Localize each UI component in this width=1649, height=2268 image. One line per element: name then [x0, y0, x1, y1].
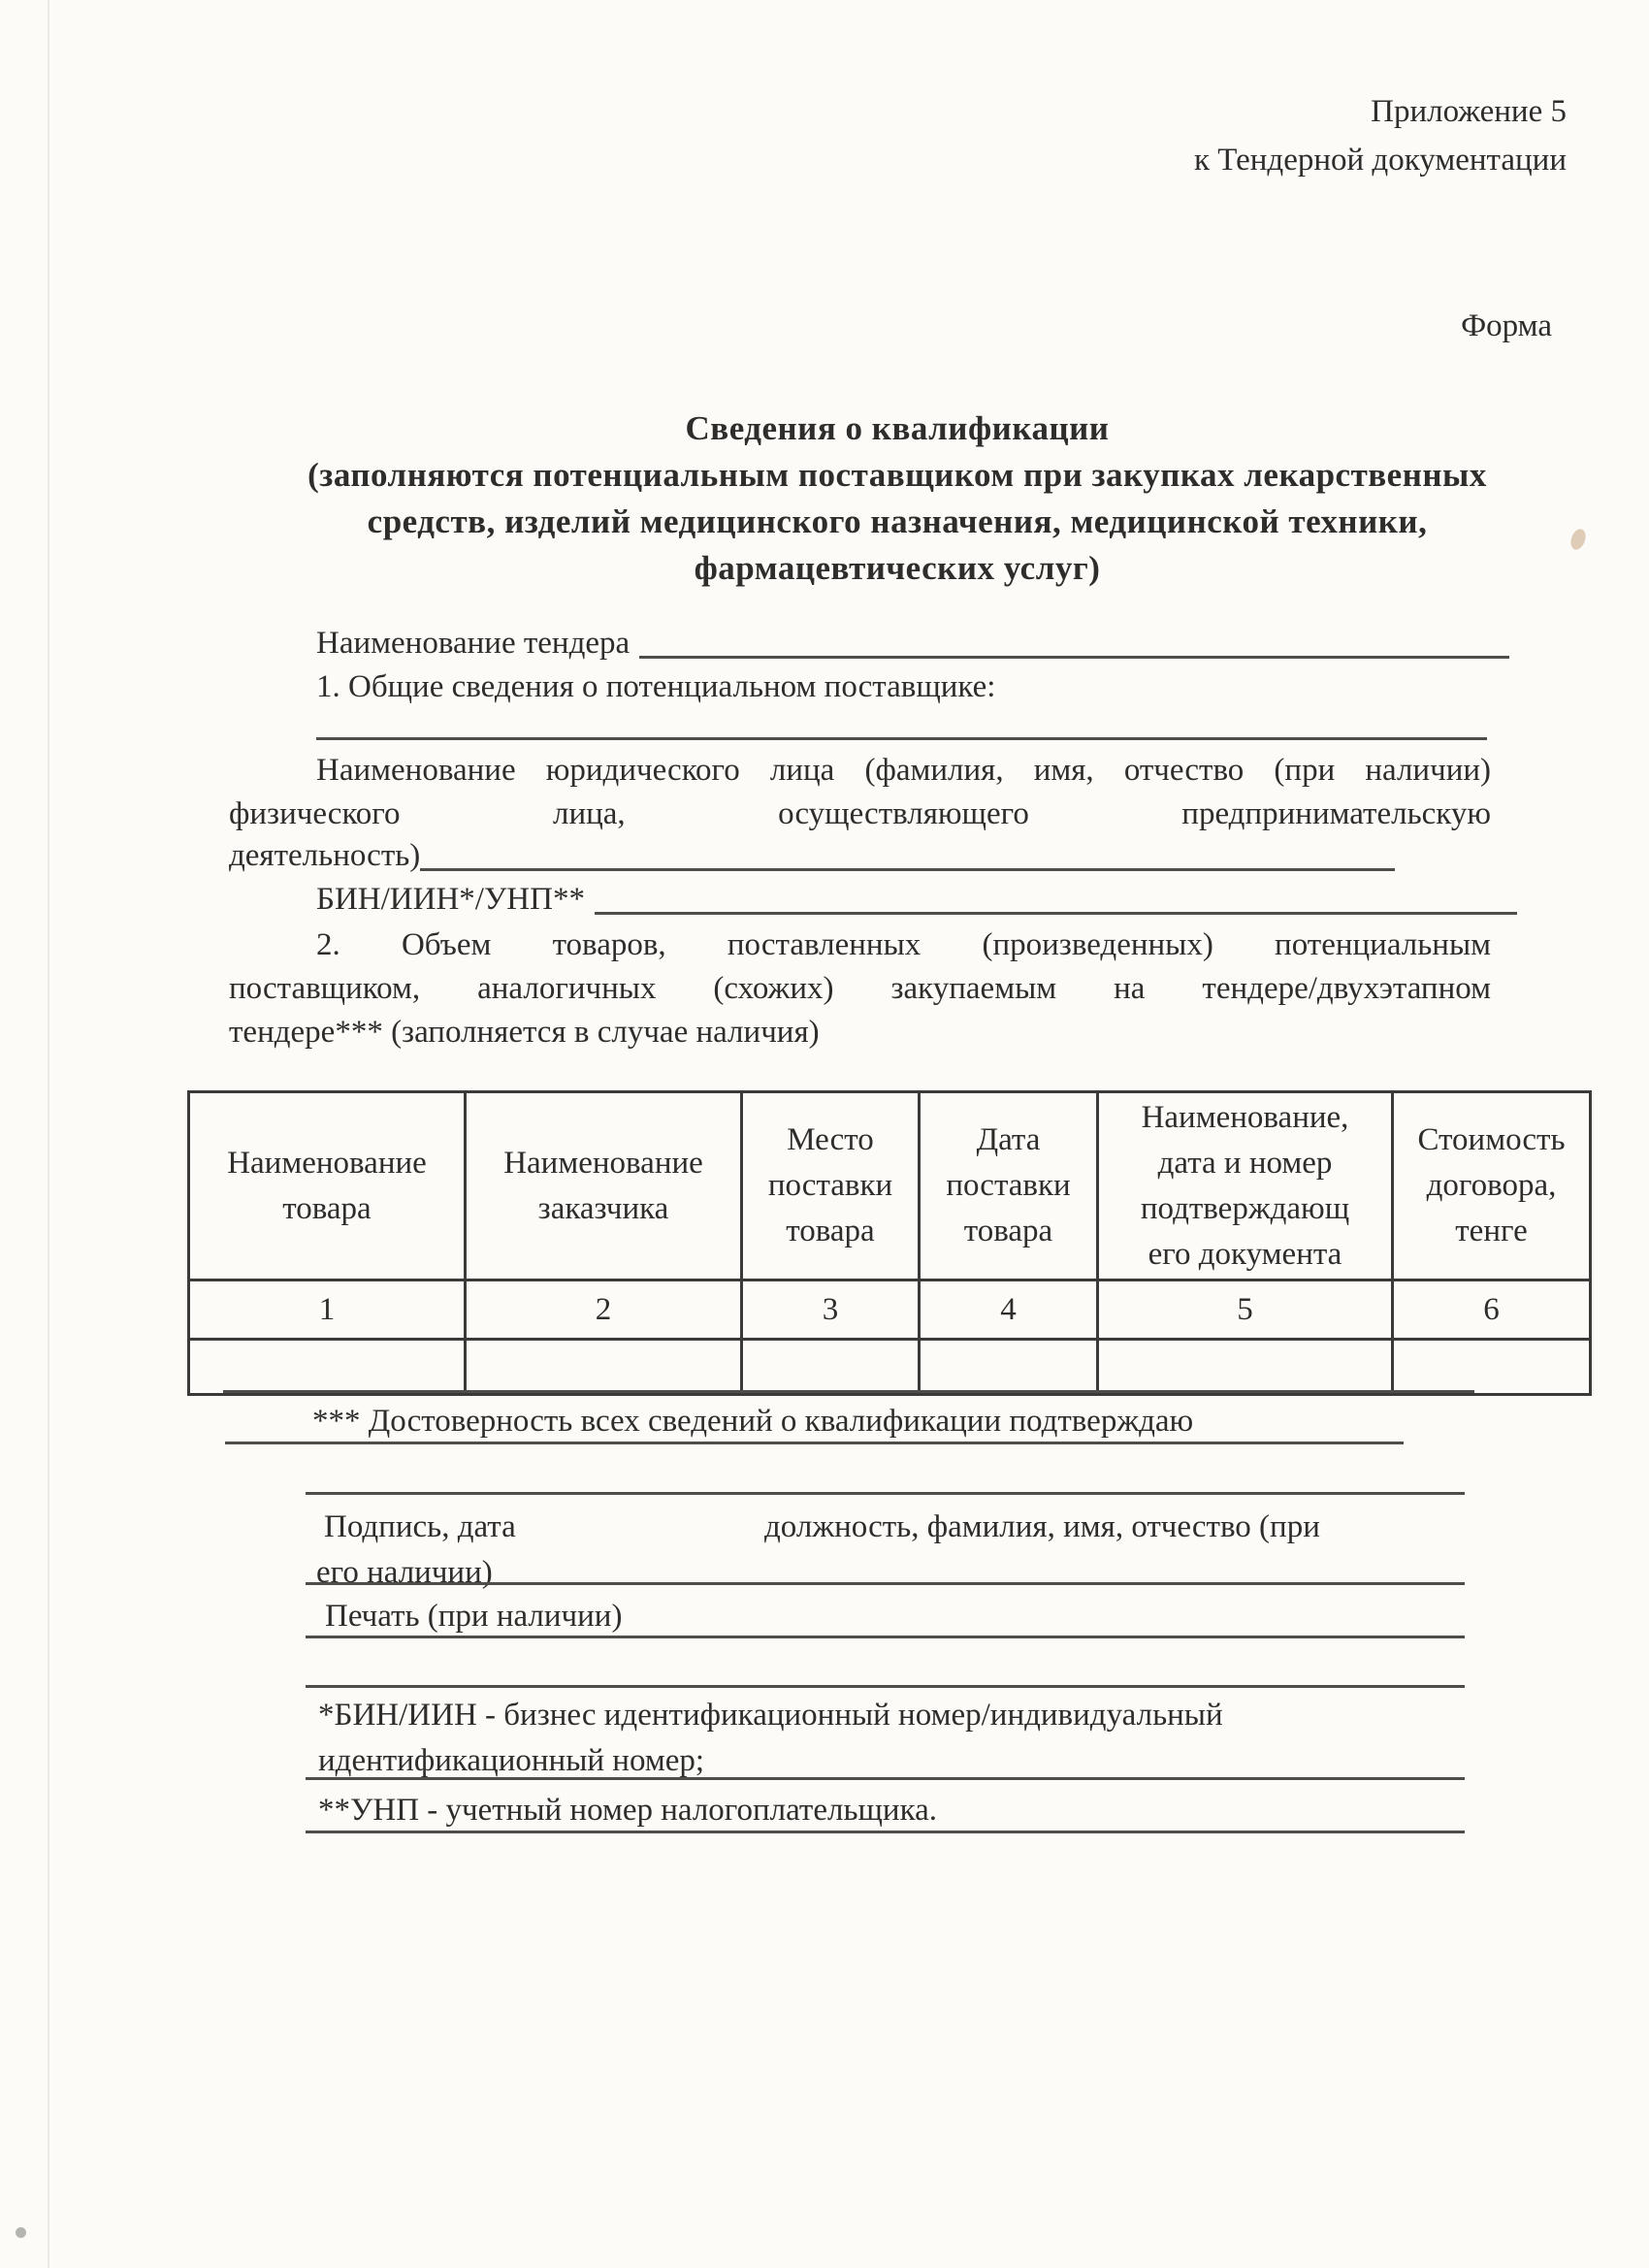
position-name-label: должность, фамилия, имя, отчество (при: [764, 1509, 1320, 1544]
footnote-bin-line-1: *БИН/ИИН - бизнес идентификационный номер/индивидуальный: [318, 1698, 1223, 1733]
supplier-top-rule: [316, 737, 1487, 740]
position-name-label-continuation: его наличии): [316, 1555, 493, 1590]
below-table-rule: [223, 1390, 1474, 1393]
seal-rule: [306, 1636, 1465, 1638]
table-col-number-5: 5: [1098, 1280, 1393, 1340]
table-header-confirming-document: Наименование, дата и номер подтверждающ его документа: [1098, 1092, 1393, 1280]
footnote-unp-underline: [306, 1831, 1465, 1833]
table-empty-cell: [920, 1340, 1098, 1395]
table-header-row: [189, 1092, 1591, 1280]
confirmation-underline: [225, 1442, 1404, 1444]
table-header-customer-name: Наименование заказчика: [466, 1092, 742, 1280]
paper-dot-artifact: [16, 2227, 26, 2238]
footnote-top-rule: [306, 1685, 1465, 1688]
supplier-name-line-2: физического лица, осуществляющего предпринимательскую: [229, 796, 1491, 831]
table-col-number-4: 4: [920, 1280, 1098, 1340]
signature-row: [324, 1509, 1469, 1545]
bin-iin-unp-field: [316, 882, 1517, 918]
section-2-line-1: 2. Объем товаров, поставленных (произведенных) потенциальным: [316, 927, 1491, 962]
signature-top-rule: [306, 1492, 1465, 1495]
tender-name-blank-line: [639, 656, 1509, 659]
table-empty-cell: [189, 1340, 466, 1395]
scanner-streak-artifact: [48, 0, 49, 2268]
footnote-bin-underline: [306, 1777, 1465, 1780]
appendix-line-2: к Тендерной документации: [1193, 143, 1567, 178]
footnote-bin-line-2: идентификационный номер;: [318, 1743, 705, 1778]
activity-label: деятельность): [229, 838, 421, 873]
section-2-line-3: тендере*** (заполняется в случае наличия): [229, 1015, 820, 1050]
seal-label: Печать (при наличии): [325, 1599, 623, 1634]
table-empty-cell: [742, 1340, 920, 1395]
form-title-line-4: фармацевтических услуг): [694, 549, 1101, 587]
tender-name-label: Наименование тендера: [316, 626, 630, 661]
footnote-unp: **УНП - учетный номер налогоплательщика.: [318, 1793, 938, 1828]
table-empty-cell: [1098, 1340, 1393, 1395]
form-title-line-2: (заполняются потенциальным поставщиком при закупках лекарственных: [307, 456, 1487, 494]
appendix-line-1: Приложение 5: [1371, 94, 1567, 129]
activity-field: [229, 838, 1395, 874]
form-title: [233, 405, 1562, 592]
bin-iin-unp-label: БИН/ИИН*/УНП**: [316, 882, 585, 917]
table-header-contract-cost: Стоимость договора, тенге: [1393, 1092, 1591, 1280]
table-empty-cell: [466, 1340, 742, 1395]
table-col-number-3: 3: [742, 1280, 920, 1340]
table-col-number-1: 1: [189, 1280, 466, 1340]
section-2-line-2: поставщиком, аналогичных (схожих) закупаемым на тендере/двухэтапном: [229, 971, 1491, 1006]
table-header-product-name: Наименование товара: [189, 1092, 466, 1280]
supplier-name-line-1: Наименование юридического лица (фамилия, имя, отчество (при наличии): [316, 753, 1491, 788]
form-type-label: Форма: [1461, 308, 1552, 343]
form-title-line-3: средств, изделий медицинского назначения, медицинской техники,: [367, 502, 1428, 540]
activity-blank-line: [420, 868, 1395, 871]
paper-speck-artifact: [1568, 527, 1589, 551]
confirmation-note: *** Достоверность всех сведений о квалификации подтверждаю: [312, 1404, 1194, 1439]
signature-bottom-rule: [306, 1582, 1465, 1585]
tender-name-field: [316, 626, 1509, 662]
table-col-number-2: 2: [466, 1280, 742, 1340]
section-1-heading: 1. Общие сведения о потенциальном поставщике:: [316, 669, 996, 704]
table-number-row: [189, 1280, 1591, 1340]
qualification-table: [187, 1090, 1592, 1396]
signature-date-label: Подпись, дата: [324, 1509, 516, 1544]
bin-blank-line: [595, 912, 1517, 915]
table-empty-cell: [1393, 1340, 1591, 1395]
table-col-number-6: 6: [1393, 1280, 1591, 1340]
table-header-delivery-place: Место поставки товара: [742, 1092, 920, 1280]
appendix-reference: [1194, 87, 1567, 184]
table-header-delivery-date: Дата поставки товара: [920, 1092, 1098, 1280]
form-title-line-1: Сведения о квалификации: [685, 409, 1110, 447]
table-empty-row: [189, 1340, 1591, 1395]
